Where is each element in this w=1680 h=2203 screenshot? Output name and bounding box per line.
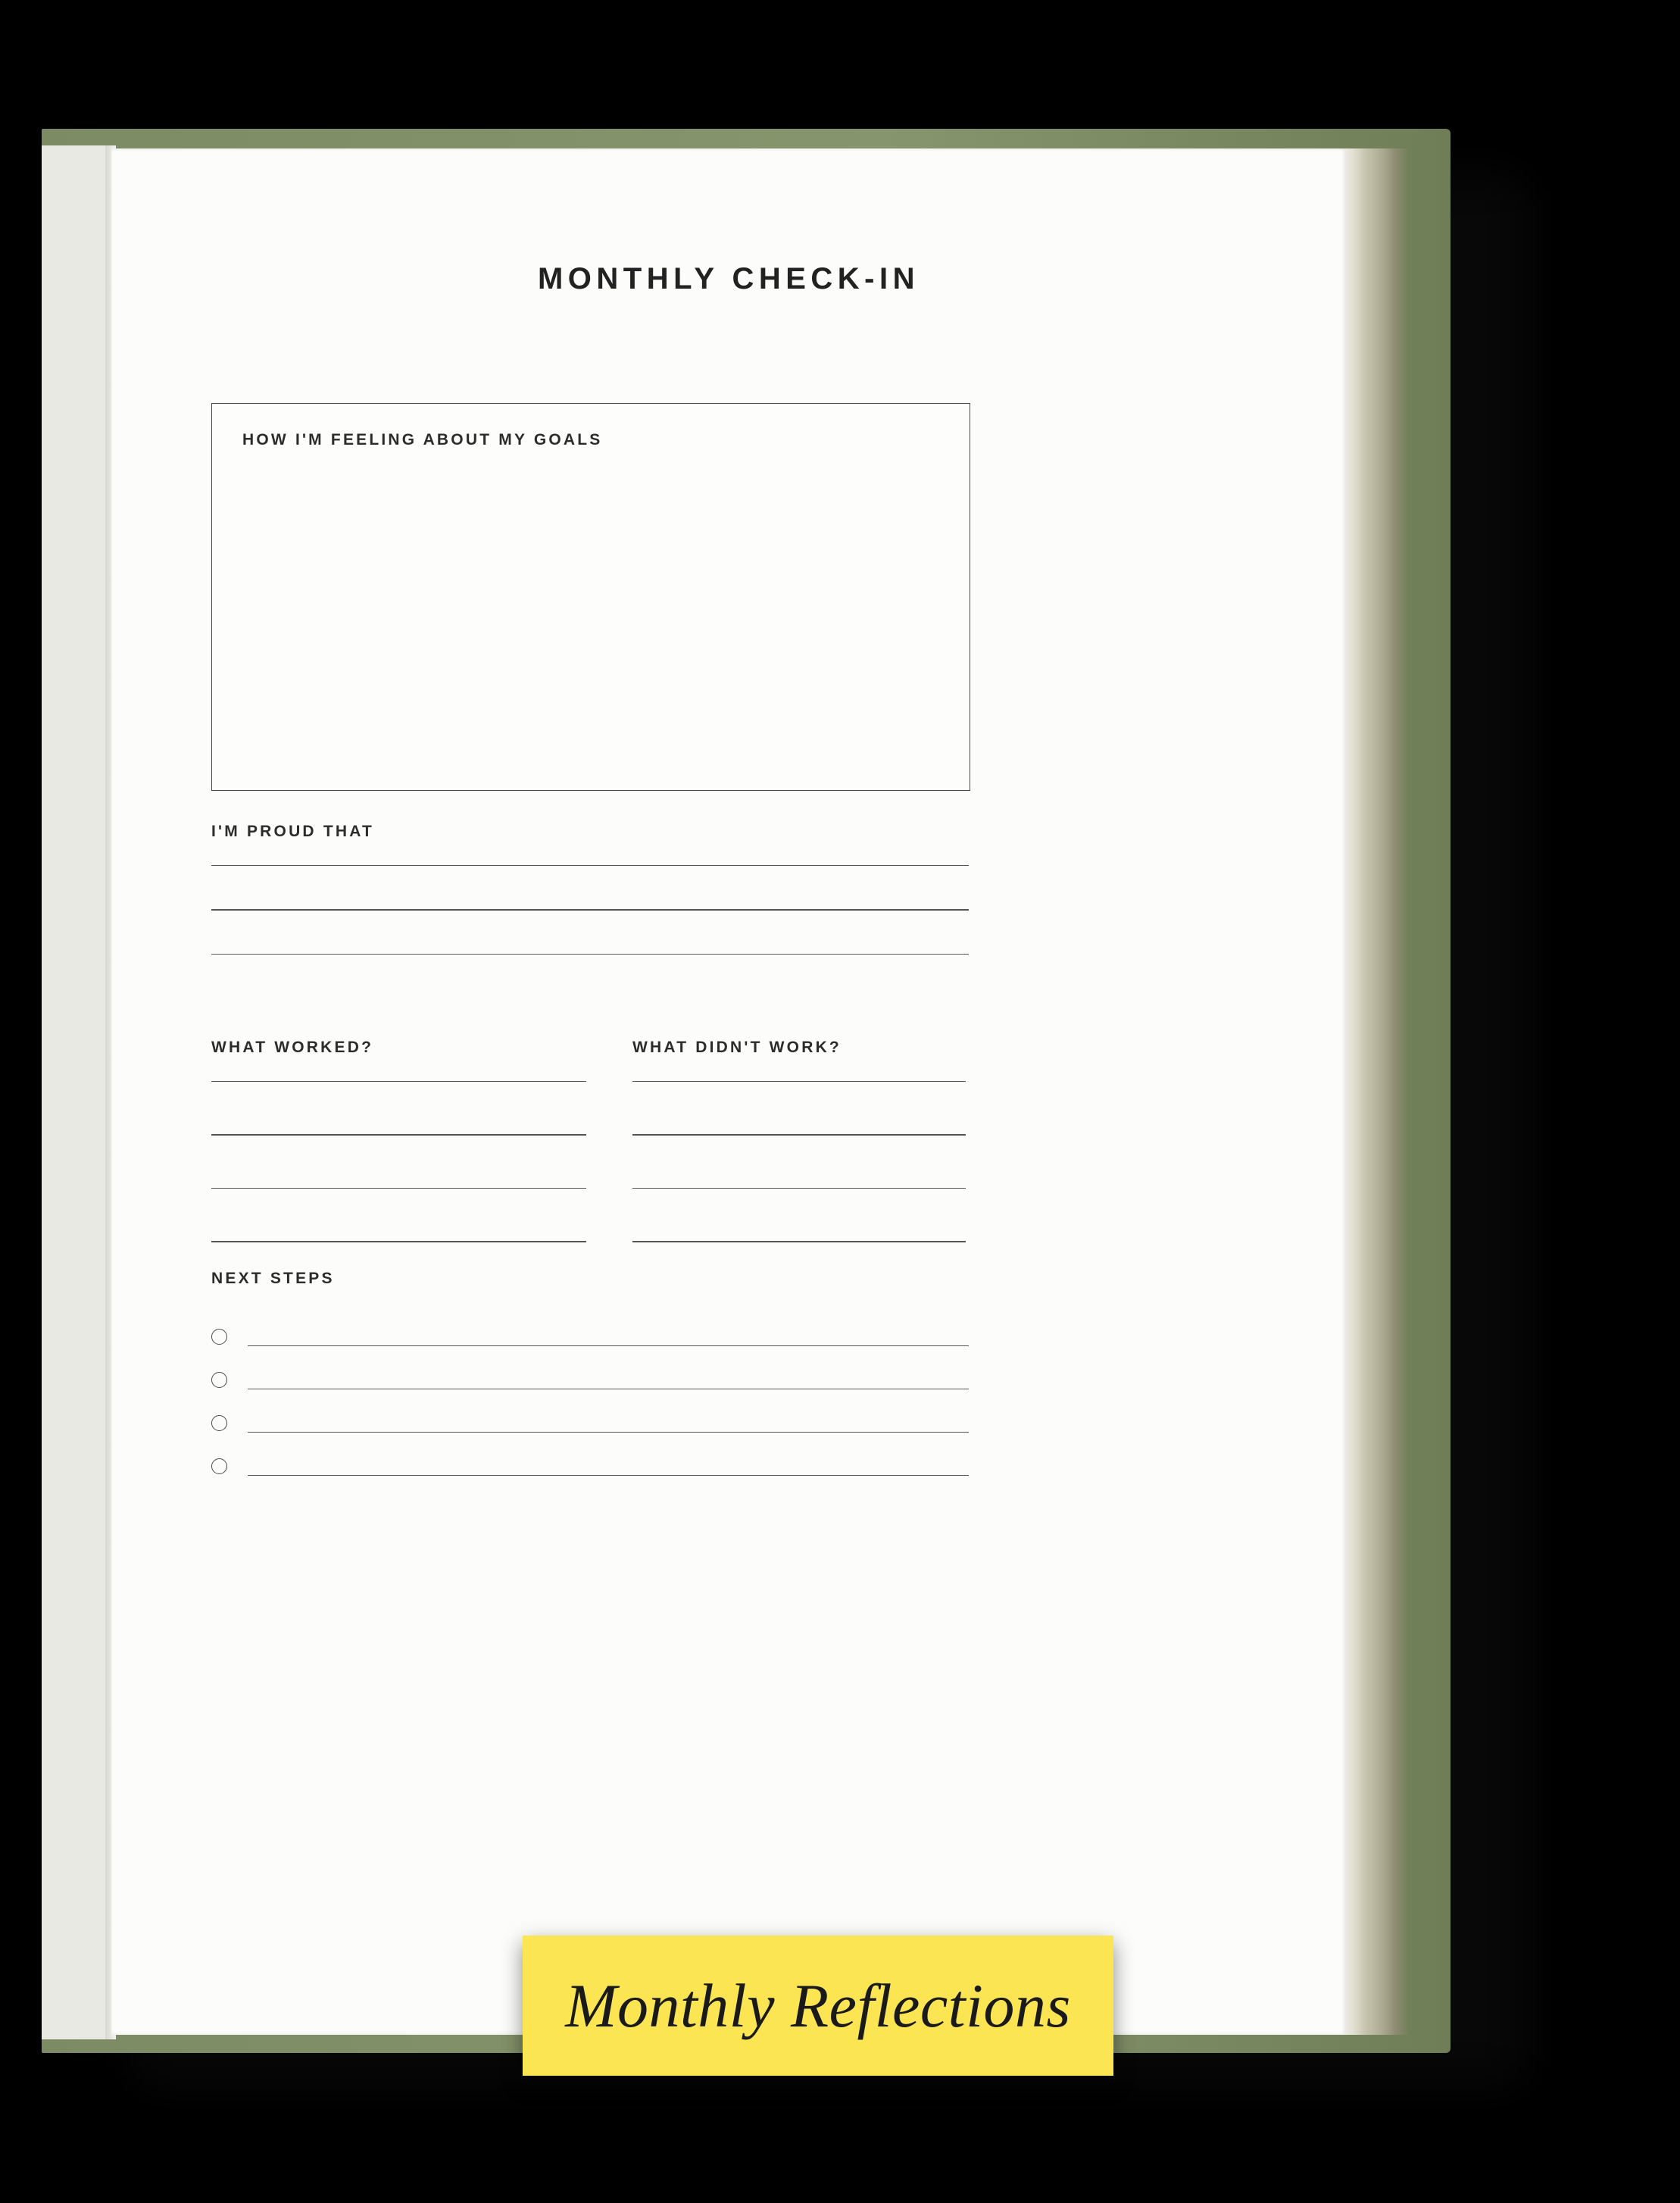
write-line[interactable] <box>632 1081 966 1082</box>
checkbox-circle-icon[interactable] <box>211 1458 227 1474</box>
write-line[interactable] <box>211 1134 586 1135</box>
proud-label: I'M PROUD THAT <box>211 823 375 840</box>
next-steps-list <box>211 1312 969 1485</box>
write-line[interactable] <box>211 909 969 910</box>
goals-feeling-box[interactable] <box>211 403 970 791</box>
what-worked-write-lines[interactable] <box>211 1081 586 1242</box>
checkbox-circle-icon[interactable] <box>211 1372 227 1388</box>
write-line[interactable] <box>248 1475 969 1476</box>
checkbox-circle-icon[interactable] <box>211 1415 227 1431</box>
write-line[interactable] <box>211 954 969 955</box>
write-line[interactable] <box>211 865 969 866</box>
next-steps-section <box>211 1270 969 1485</box>
journal-book <box>42 129 1450 2064</box>
write-line[interactable] <box>248 1345 969 1346</box>
list-item[interactable] <box>211 1442 969 1485</box>
list-item[interactable] <box>211 1398 969 1442</box>
list-item[interactable] <box>211 1355 969 1398</box>
what-worked-label: WHAT WORKED? <box>211 1039 374 1056</box>
what-didnt-work-write-lines[interactable] <box>632 1081 966 1242</box>
printed-page <box>111 148 1346 2035</box>
write-line[interactable] <box>632 1241 966 1242</box>
proud-section <box>211 823 969 998</box>
write-line[interactable] <box>211 1188 586 1189</box>
write-line[interactable] <box>211 1081 586 1082</box>
next-steps-label: NEXT STEPS <box>211 1270 335 1287</box>
proud-write-lines[interactable] <box>211 865 969 955</box>
what-didnt-work-section <box>632 1039 966 1295</box>
checkbox-circle-icon[interactable] <box>211 1329 227 1345</box>
what-worked-section <box>211 1039 586 1295</box>
caption-banner <box>523 1936 1113 2076</box>
list-item[interactable] <box>211 1312 969 1355</box>
what-didnt-work-label: WHAT DIDN'T WORK? <box>632 1039 842 1056</box>
caption-text: Monthly Reflections <box>565 1970 1071 2040</box>
write-line[interactable] <box>632 1134 966 1135</box>
left-page-gutter <box>42 145 111 2039</box>
write-line[interactable] <box>211 1241 586 1242</box>
write-line[interactable] <box>632 1188 966 1189</box>
page-block-edges <box>1341 148 1410 2035</box>
write-line[interactable] <box>248 1432 969 1433</box>
page-title: MONTHLY CHECK-IN <box>537 262 920 295</box>
goals-feeling-label: HOW I'M FEELING ABOUT MY GOALS <box>242 431 603 448</box>
